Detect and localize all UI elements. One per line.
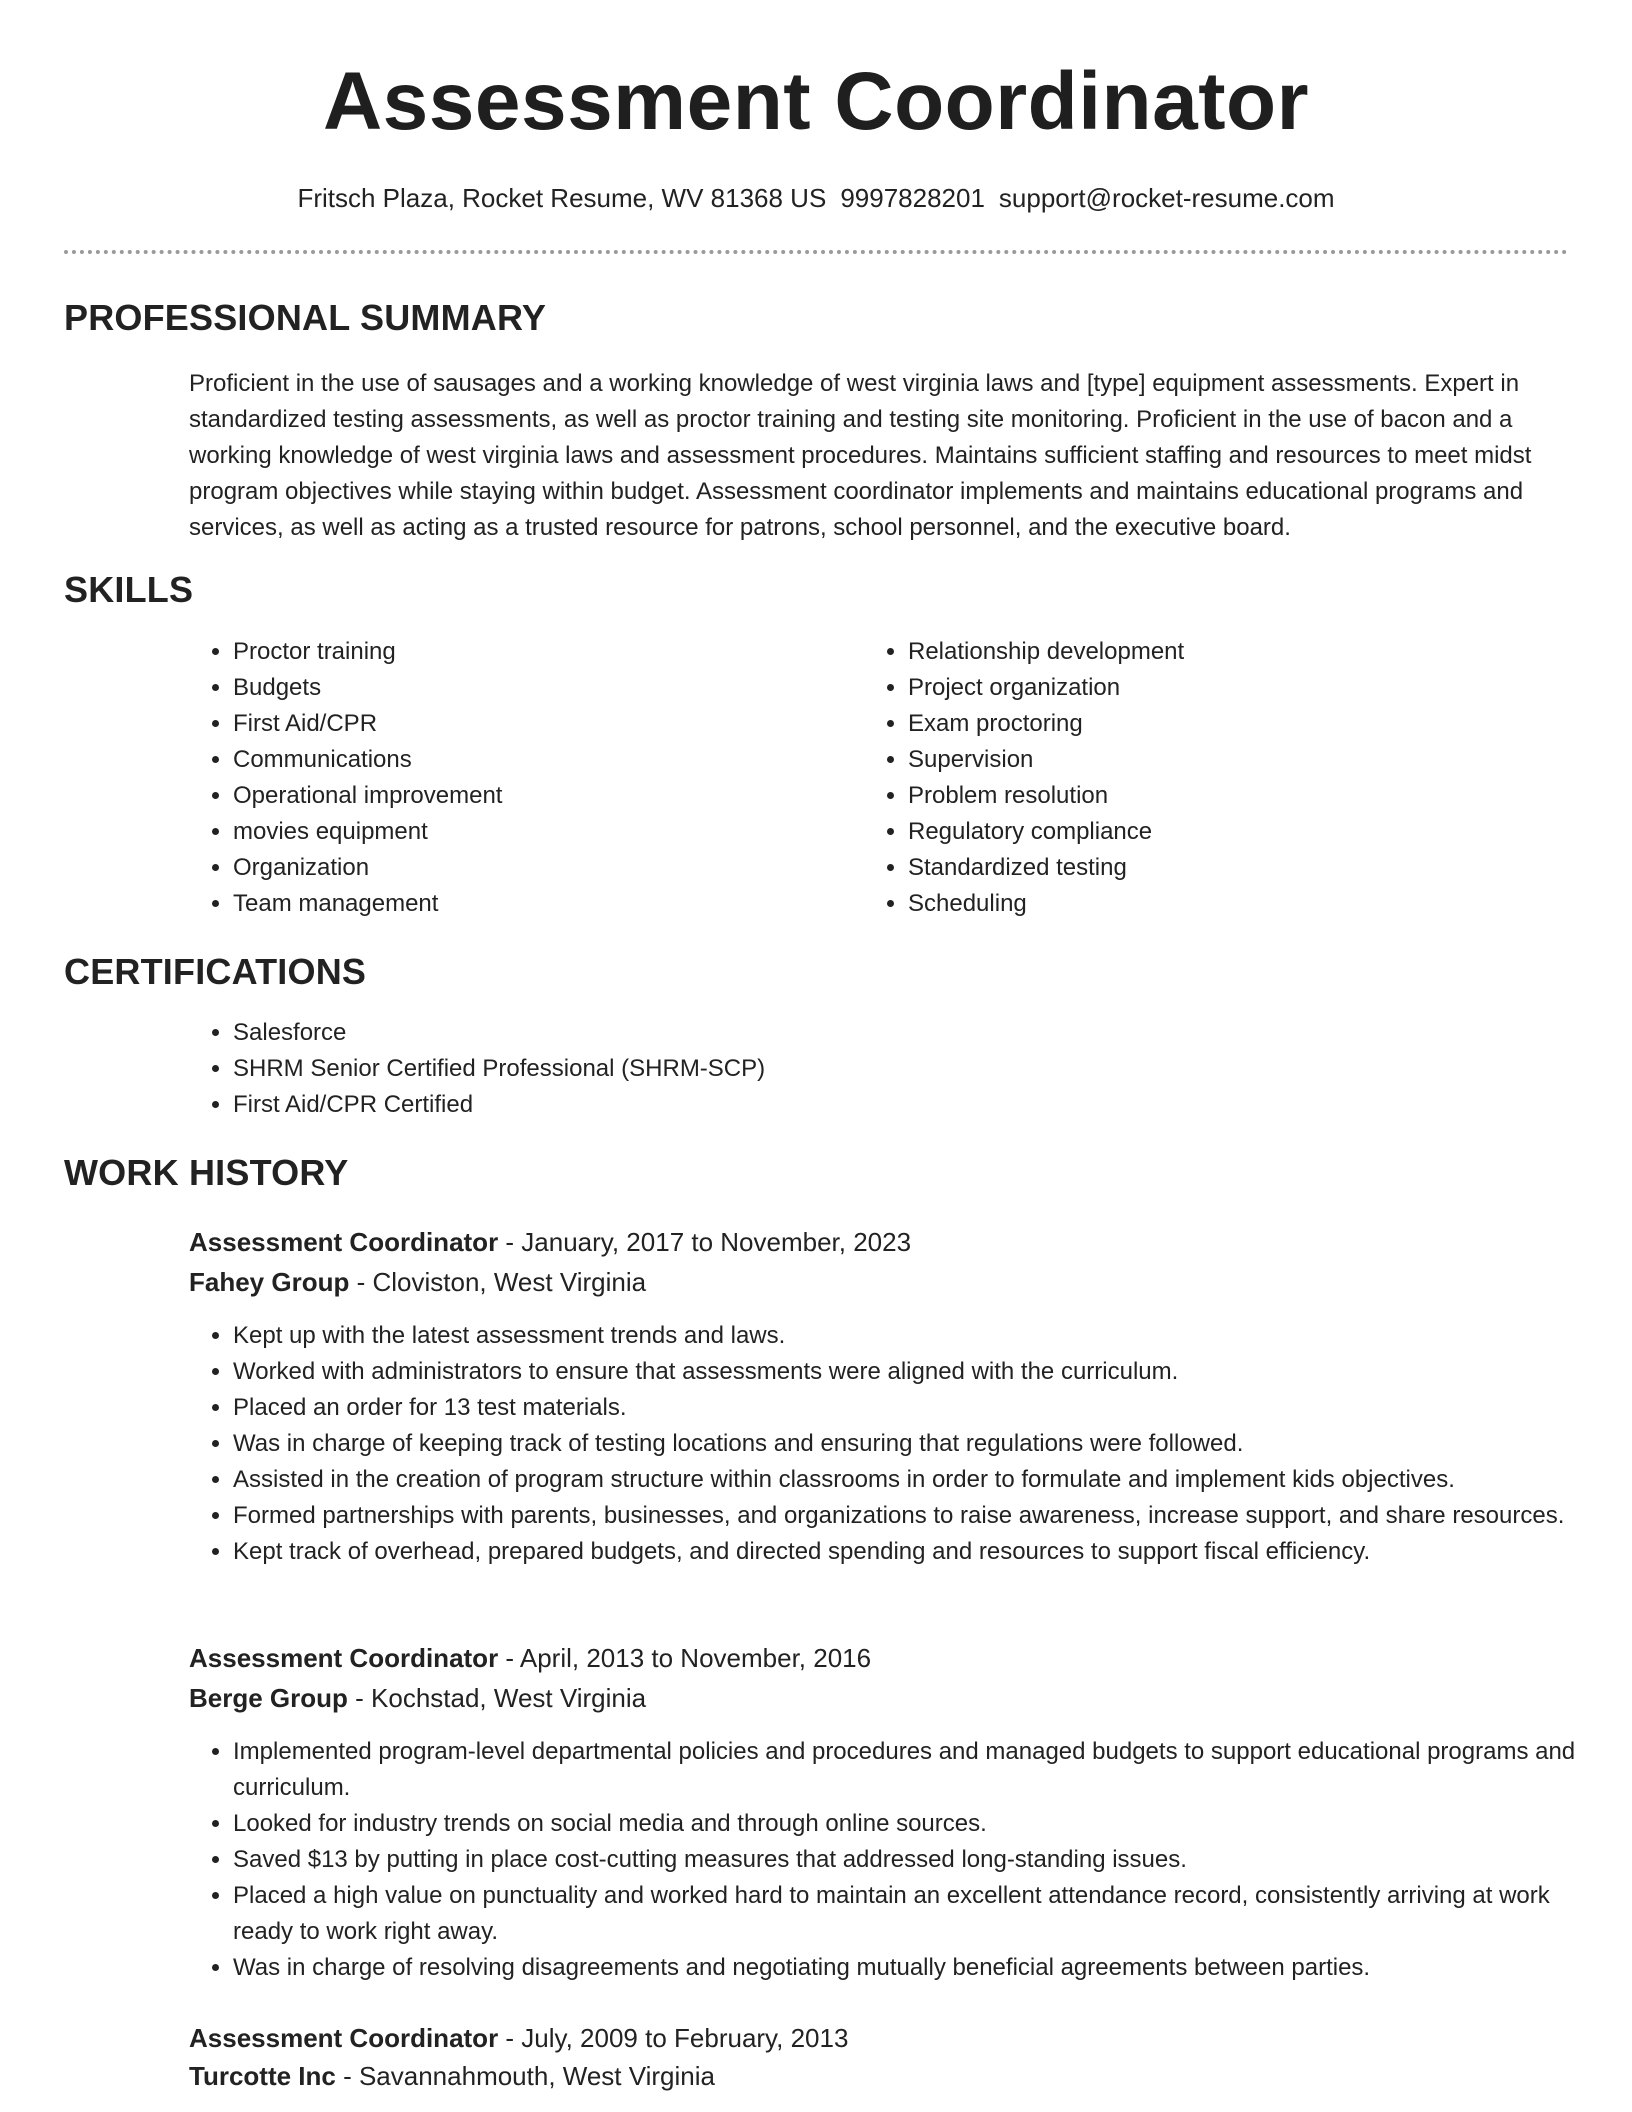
- contact-address: Fritsch Plaza, Rocket Resume, WV 81368 US: [297, 183, 827, 213]
- summary-heading: PROFESSIONAL SUMMARY: [64, 297, 547, 338]
- skill-item: • Organization: [233, 850, 853, 886]
- skill-item: • Exam proctoring: [908, 706, 1568, 742]
- certifications-list: [189, 1015, 1533, 1123]
- job-location: - Savannahmouth, West Virginia: [335, 2061, 715, 2091]
- job-company-line: [189, 1680, 646, 1716]
- resume-name: Assessment Coordinator: [322, 56, 1310, 147]
- job-title-line: [189, 1640, 871, 1676]
- skill-item: • Scheduling: [908, 886, 1568, 922]
- skill-item: • Team management: [233, 886, 853, 922]
- certifications-heading: CERTIFICATIONS: [64, 951, 367, 992]
- certification-item: • SHRM Senior Certified Professional (SHRM-SCP): [233, 1051, 1533, 1087]
- job-company: Fahey Group: [189, 1267, 350, 1297]
- skill-item: • First Aid/CPR: [233, 706, 853, 742]
- header-divider: [64, 250, 1568, 254]
- job-dates: - January, 2017 to November, 2023: [498, 1227, 912, 1257]
- job-bullet: • Saved $13 by putting in place cost-cutting measures that addressed long-standing issues.: [233, 1842, 1613, 1878]
- skill-item: • Budgets: [233, 670, 853, 706]
- job-bullet: • Kept up with the latest assessment trends and laws.: [233, 1318, 1613, 1354]
- job-bullet: • Implemented program-level departmental policies and procedures and managed budgets to support educational programs and curriculum.: [233, 1734, 1613, 1806]
- contact-email: support@rocket-resume.com: [998, 183, 1335, 213]
- contact-phone: 9997828201: [840, 183, 985, 213]
- job-role: Assessment Coordinator: [189, 1227, 499, 1257]
- job-bullets: [189, 1318, 1613, 1570]
- contact-line: [0, 180, 1632, 216]
- work-history-heading: WORK HISTORY: [64, 1152, 349, 1193]
- job-role: Assessment Coordinator: [189, 1643, 499, 1673]
- job-location: - Kochstad, West Virginia: [347, 1683, 647, 1713]
- job-company-line: [189, 2058, 715, 2094]
- job-location: - Cloviston, West Virginia: [349, 1267, 647, 1297]
- job-title-line: [189, 1224, 911, 1260]
- skills-heading: SKILLS: [64, 569, 194, 610]
- job-bullet: • Worked with administrators to ensure that assessments were aligned with the curriculum.: [233, 1354, 1613, 1390]
- job-dates: - April, 2013 to November, 2016: [498, 1643, 872, 1673]
- skill-item: • movies equipment: [233, 814, 853, 850]
- job-bullets: [189, 1734, 1613, 1986]
- skill-item: • Communications: [233, 742, 853, 778]
- job-bullet: • Placed an order for 13 test materials.: [233, 1390, 1613, 1426]
- skill-item: • Relationship development: [908, 634, 1568, 670]
- job-company: Turcotte Inc: [189, 2061, 336, 2091]
- skill-item: • Project organization: [908, 670, 1568, 706]
- skill-item: • Operational improvement: [233, 778, 853, 814]
- certification-item: • First Aid/CPR Certified: [233, 1087, 1533, 1123]
- skills-list-left: [189, 634, 853, 922]
- job-bullet: • Kept track of overhead, prepared budgets, and directed spending and resources to support fiscal efficiency.: [233, 1534, 1613, 1570]
- skill-item: • Supervision: [908, 742, 1568, 778]
- skill-item: • Standardized testing: [908, 850, 1568, 886]
- summary-text: Proficient in the use of sausages and a working knowledge of west virginia laws and [type] equipment assessments. Expert in standardized testing assessments, as well as proctor training and testing site monitoring. Proficient in the use of bacon and a working knowledge of west virginia laws and assessment procedures. Maintains sufficient staffing and resources to meet midst program objectives while staying within budget. Assessment coordinator implements and maintains educational programs and services, as well as acting as a trusted resource for patrons, school personnel, and the executive board.: [189, 370, 1532, 541]
- certification-item: • Salesforce: [233, 1015, 1533, 1051]
- job-company: Berge Group: [189, 1683, 348, 1713]
- skill-item: • Regulatory compliance: [908, 814, 1568, 850]
- job-bullet: • Formed partnerships with parents, businesses, and organizations to raise awareness, increase support, and share resources.: [233, 1498, 1613, 1534]
- job-bullet: • Was in charge of resolving disagreements and negotiating mutually beneficial agreements between parties.: [233, 1950, 1613, 1986]
- job-bullet: • Was in charge of keeping track of testing locations and ensuring that regulations were followed.: [233, 1426, 1613, 1462]
- skills-list-right: [864, 634, 1568, 922]
- job-bullet: • Assisted in the creation of program structure within classrooms in order to formulate and implement kids objectives.: [233, 1462, 1613, 1498]
- job-role: Assessment Coordinator: [189, 2023, 499, 2053]
- job-company-line: [189, 1264, 646, 1300]
- job-dates: - July, 2009 to February, 2013: [498, 2023, 849, 2053]
- skill-item: • Proctor training: [233, 634, 853, 670]
- job-title-line: [189, 2020, 848, 2056]
- skill-item: • Problem resolution: [908, 778, 1568, 814]
- job-bullet: • Looked for industry trends on social media and through online sources.: [233, 1806, 1613, 1842]
- job-bullet: • Placed a high value on punctuality and worked hard to maintain an excellent attendance record, consistently arriving at work ready to work right away.: [233, 1878, 1613, 1950]
